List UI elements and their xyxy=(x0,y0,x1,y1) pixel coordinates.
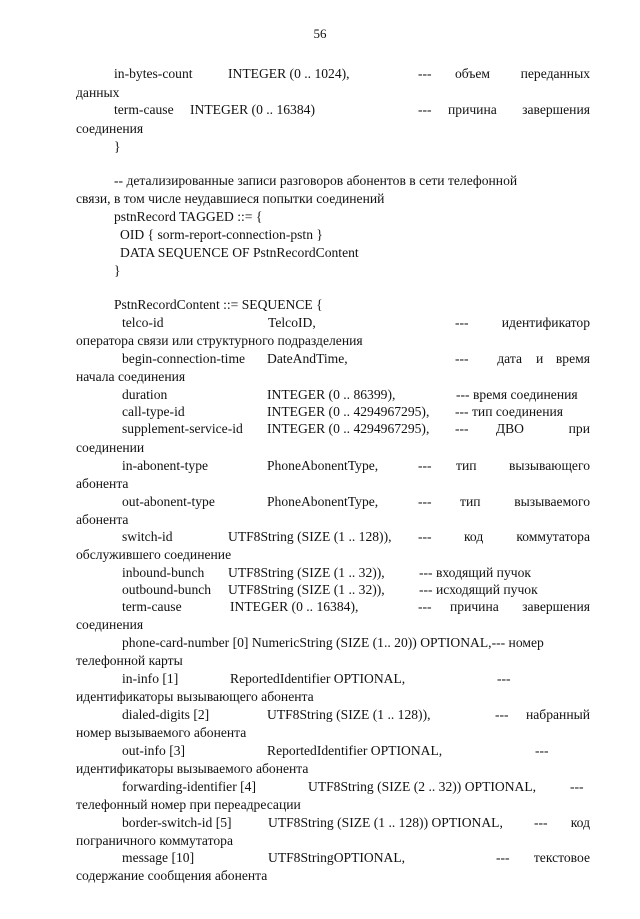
text-segment: идентификаторы вызываемого абонента xyxy=(76,761,309,776)
text-segment: идентификатор xyxy=(501,315,590,330)
text-segment: supplement-service-id xyxy=(122,421,243,436)
text-segment: абонента xyxy=(76,512,129,527)
text-segment: --- xyxy=(495,707,509,722)
text-segment: INTEGER (0 .. 4294967295), xyxy=(267,421,430,436)
text-segment: INTEGER (0 .. 4294967295), xyxy=(267,404,430,419)
text-segment: --- xyxy=(418,66,432,81)
text-segment: причина xyxy=(450,599,499,614)
text-segment: завершения xyxy=(522,102,590,117)
text-segment: идентификаторы вызывающего абонента xyxy=(76,689,314,704)
text-segment: пограничного коммутатора xyxy=(76,833,233,848)
text-segment: PhoneAbonentType, xyxy=(267,458,379,473)
text-segment: --- xyxy=(570,779,584,794)
text-segment: in-bytes-count xyxy=(114,66,193,81)
text-segment: pstnRecord TAGGED ::= { xyxy=(114,209,263,224)
text-segment: UTF8String (SIZE (1 .. 32)), xyxy=(228,565,385,580)
page-number: 56 xyxy=(313,26,327,41)
text-segment: код xyxy=(570,815,590,830)
text-segment: коммутатора xyxy=(516,529,590,544)
text-segment: out-abonent-type xyxy=(122,494,215,509)
text-segment: forwarding-identifier [4] xyxy=(122,779,256,794)
text-segment: вызывающего xyxy=(508,458,590,473)
text-segment: message [10] xyxy=(122,850,195,865)
text-segment: outbound-bunch xyxy=(122,582,212,597)
text-segment: UTF8StringOPTIONAL, xyxy=(268,850,406,865)
text-segment: и xyxy=(536,351,544,366)
text-segment: INTEGER (0 .. 16384), xyxy=(230,599,359,614)
text-segment: --- xyxy=(455,315,469,330)
text-segment: тип xyxy=(456,458,477,473)
text-segment: switch-id xyxy=(122,529,173,544)
text-segment: причина xyxy=(448,102,497,117)
text-segment: DATA SEQUENCE OF PstnRecordContent xyxy=(120,245,359,260)
text-segment: тип xyxy=(460,494,481,509)
text-segment: ReportedIdentifier OPTIONAL, xyxy=(230,671,406,686)
text-segment: phone-card-number [0] NumericString (SIZE (1.. 20)) OPTIONAL,--- номер xyxy=(122,635,544,650)
text-segment: текстовое xyxy=(533,850,590,865)
text-segment: --- xyxy=(534,815,548,830)
text-segment: term-cause xyxy=(122,599,182,614)
text-segment: out-info [3] xyxy=(122,743,186,758)
text-segment: --- xyxy=(497,671,511,686)
text-segment: дата xyxy=(497,351,522,366)
text-segment: соединения xyxy=(76,617,144,632)
text-segment: соединении xyxy=(76,440,145,455)
text-segment: оператора связи или структурного подразделения xyxy=(76,333,363,348)
text-segment: UTF8String (SIZE (1 .. 128)), xyxy=(267,707,431,722)
text-segment: -- детализированные записи разговоров абонентов в сети телефонной xyxy=(114,173,518,188)
text-segment: --- xyxy=(535,743,549,758)
text-segment: соединения xyxy=(76,121,144,136)
text-segment: --- xyxy=(418,458,432,473)
text-segment: --- xyxy=(418,102,432,117)
text-segment: время xyxy=(555,351,590,366)
text-segment: --- время соединения xyxy=(456,387,578,402)
text-segment: связи, в том числе неудавшиеся попытки соединений xyxy=(76,191,385,206)
text-segment: } xyxy=(114,263,121,278)
text-segment: --- xyxy=(418,599,432,614)
text-segment: телефонный номер при переадресации xyxy=(76,797,301,812)
text-segment: --- xyxy=(418,529,432,544)
text-segment: завершения xyxy=(522,599,590,614)
text-segment: ReportedIdentifier OPTIONAL, xyxy=(267,743,443,758)
text-segment: набранный xyxy=(525,707,590,722)
text-segment: абонента xyxy=(76,476,129,491)
text-segment: код xyxy=(464,529,484,544)
text-segment: начала соединения xyxy=(76,369,186,384)
text-segment: при xyxy=(568,421,590,436)
text-segment: inbound-bunch xyxy=(122,565,205,580)
text-segment: DateAndTime, xyxy=(267,351,348,366)
text-segment: in-info [1] xyxy=(122,671,179,686)
text-segment: объем xyxy=(455,66,491,81)
text-segment: INTEGER (0 .. 16384) xyxy=(190,102,315,117)
text-segment: обслужившего соединение xyxy=(76,547,232,562)
text-segment: UTF8String (SIZE (1 .. 128)), xyxy=(228,529,392,544)
text-segment: вызываемого xyxy=(514,494,590,509)
text-segment: --- входящий пучок xyxy=(419,565,531,580)
text-segment: term-cause xyxy=(114,102,174,117)
text-segment: --- xyxy=(418,494,432,509)
text-segment: in-abonent-type xyxy=(122,458,209,473)
text-segment: UTF8String (SIZE (1 .. 128)) OPTIONAL, xyxy=(268,815,503,830)
text-segment: телефонной карты xyxy=(76,653,183,668)
text-segment: --- xyxy=(496,850,510,865)
text-segment: duration xyxy=(122,387,168,402)
text-segment: ДВО xyxy=(495,421,524,436)
text-segment: UTF8String (SIZE (2 .. 32)) OPTIONAL, xyxy=(308,779,537,794)
text-segment: --- исходящий пучок xyxy=(419,582,538,597)
text-segment: TelcoID, xyxy=(268,315,316,330)
text-segment: INTEGER (0 .. 86399), xyxy=(267,387,396,402)
text-segment: telco-id xyxy=(122,315,164,330)
text-segment: содержание сообщения абонента xyxy=(76,868,268,883)
text-segment: данных xyxy=(76,85,120,100)
text-segment: переданных xyxy=(520,66,590,81)
text-segment: INTEGER (0 .. 1024), xyxy=(228,66,350,81)
text-segment: --- xyxy=(455,351,469,366)
text-segment: call-type-id xyxy=(122,404,185,419)
text-segment: --- xyxy=(455,421,469,436)
text-segment: } xyxy=(114,139,121,154)
text-segment: dialed-digits [2] xyxy=(122,707,210,722)
text-segment: begin-connection-time xyxy=(122,351,246,366)
text-segment: номер вызываемого абонента xyxy=(76,725,247,740)
text-segment: OID { sorm-report-connection-pstn } xyxy=(120,227,323,242)
text-segment: border-switch-id [5] xyxy=(122,815,232,830)
text-segment: PstnRecordContent ::= SEQUENCE { xyxy=(114,297,323,312)
text-segment: PhoneAbonentType, xyxy=(267,494,379,509)
text-segment: --- тип соединения xyxy=(455,404,564,419)
text-segment: UTF8String (SIZE (1 .. 32)), xyxy=(228,582,385,597)
